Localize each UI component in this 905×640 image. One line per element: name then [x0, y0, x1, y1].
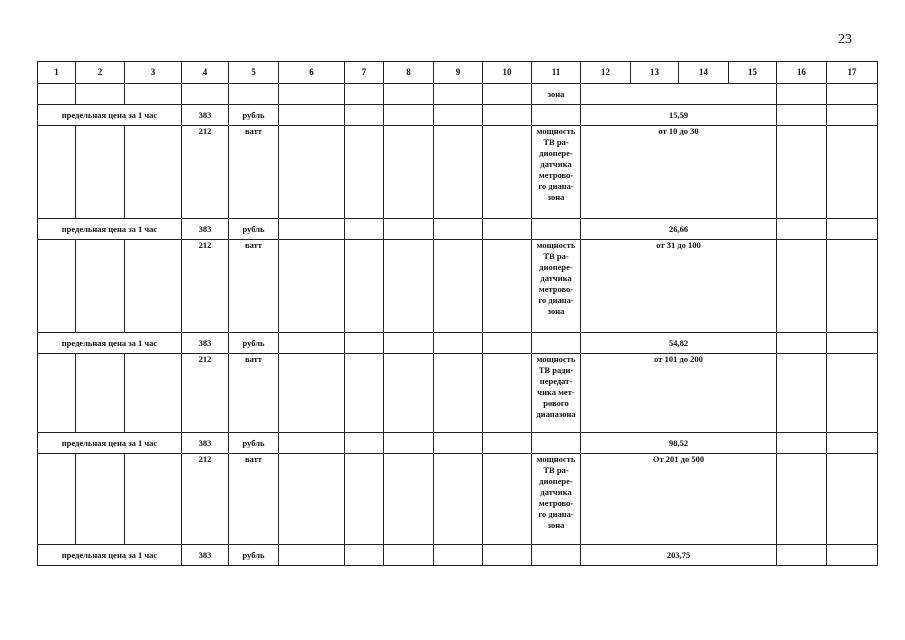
okei-code: 212: [182, 354, 229, 433]
tariff-table: [37, 61, 878, 566]
price-row: [38, 545, 878, 566]
page-number: 23: [838, 32, 852, 47]
col-header: 8: [384, 62, 434, 84]
col-header: 17: [827, 62, 878, 84]
power-range: от 10 до 30: [581, 126, 777, 219]
unit-name: рубль: [229, 433, 279, 454]
column-numbers-row: [38, 62, 878, 84]
power-row: [38, 240, 878, 333]
okei-code: 212: [182, 126, 229, 219]
col-header: 6: [279, 62, 345, 84]
okei-code: 383: [182, 545, 229, 566]
unit-name: рубль: [229, 333, 279, 354]
table-row: [38, 84, 878, 105]
power-description: мощность ТВ ра- диопере- датчика метрово- го диапа- зона: [532, 240, 581, 333]
unit-name: ватт: [229, 454, 279, 545]
price-value: 15,59: [581, 105, 777, 126]
unit-name: рубль: [229, 545, 279, 566]
price-row: [38, 333, 878, 354]
col-header: 16: [777, 62, 827, 84]
unit-name: ватт: [229, 240, 279, 333]
price-label: предельная цена за 1 час: [38, 105, 182, 126]
power-description: мощность ТВ ра- диопере- датчика метрово- го диапа- зона: [532, 454, 581, 545]
okei-code: 212: [182, 240, 229, 333]
power-range: от 101 до 200: [581, 354, 777, 433]
price-row: [38, 433, 878, 454]
col-header: 14: [679, 62, 729, 84]
price-value: 98,52: [581, 433, 777, 454]
price-label: предельная цена за 1 час: [38, 333, 182, 354]
unit-name: ватт: [229, 354, 279, 433]
price-value: 54,82: [581, 333, 777, 354]
col-header: 7: [345, 62, 384, 84]
power-range: От 201 до 500: [581, 454, 777, 545]
unit-name: рубль: [229, 105, 279, 126]
unit-name: ватт: [229, 126, 279, 219]
price-label: предельная цена за 1 час: [38, 219, 182, 240]
unit-name: рубль: [229, 219, 279, 240]
col-header: 1: [38, 62, 76, 84]
col-header: 11: [532, 62, 581, 84]
power-row: [38, 454, 878, 545]
okei-code: 383: [182, 105, 229, 126]
price-label: предельная цена за 1 час: [38, 545, 182, 566]
power-description: мощность ТВ ра- диопере- датчика метрово- го диапа- зона: [532, 126, 581, 219]
col-header: 3: [125, 62, 182, 84]
col-header: 12: [581, 62, 631, 84]
col-header: 2: [76, 62, 125, 84]
col-header: 4: [182, 62, 229, 84]
price-label: предельная цена за 1 час: [38, 433, 182, 454]
okei-code: 212: [182, 454, 229, 545]
power-row: [38, 126, 878, 219]
col-header: 10: [483, 62, 532, 84]
col-header: 5: [229, 62, 279, 84]
okei-code: 383: [182, 333, 229, 354]
power-row: [38, 354, 878, 433]
cell-zona: зона: [532, 84, 581, 105]
col-header: 13: [631, 62, 679, 84]
price-value: 26,66: [581, 219, 777, 240]
power-description: мощность ТВ ради- передат- чика мет- рового диапазона: [532, 354, 581, 433]
col-header: 15: [729, 62, 777, 84]
col-header: 9: [434, 62, 483, 84]
okei-code: 383: [182, 433, 229, 454]
okei-code: 383: [182, 219, 229, 240]
price-row: [38, 219, 878, 240]
power-range: от 31 до 100: [581, 240, 777, 333]
price-value: 203,75: [581, 545, 777, 566]
price-row: [38, 105, 878, 126]
